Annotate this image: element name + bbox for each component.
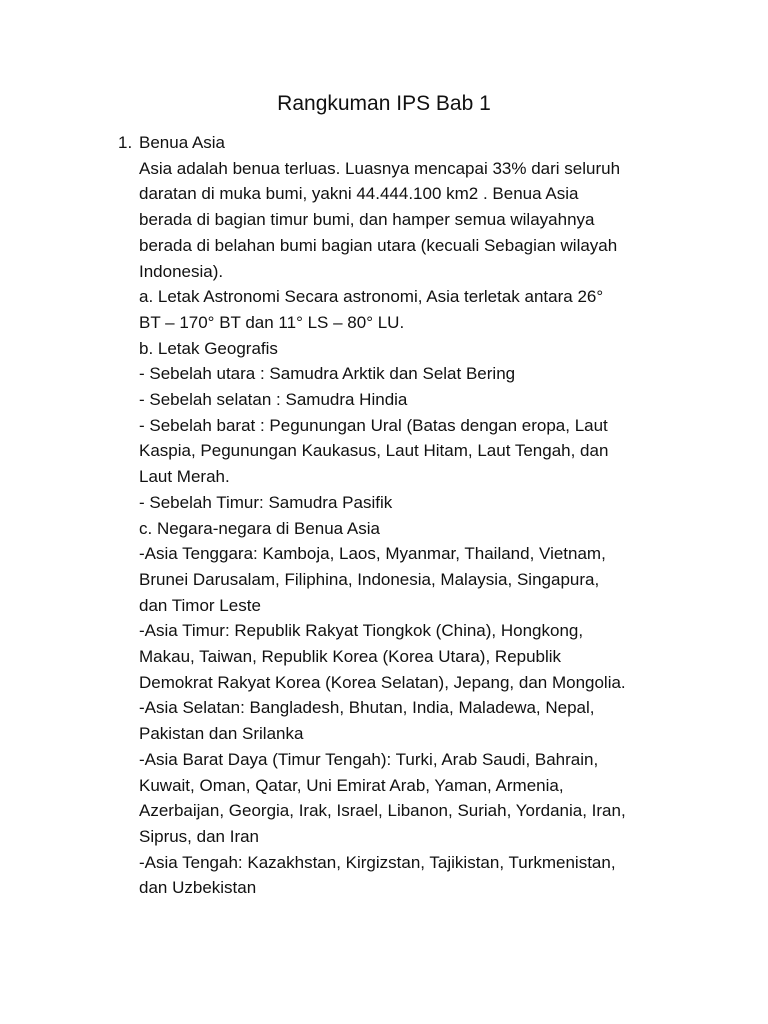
text-line: Indonesia). (139, 261, 224, 281)
text-line: -Asia Timur: Republik Rakyat Tiongkok (China), Hongkong, (139, 621, 584, 641)
text-line: -Asia Tenggara: Kamboja, Laos, Myanmar, Thailand, Vietnam, (139, 544, 606, 564)
text-line: - Sebelah barat : Pegunungan Ural (Batas dengan eropa, Laut (139, 415, 608, 435)
text-line: Demokrat Rakyat Korea (Korea Selatan), Jepang, dan Mongolia. (139, 672, 626, 692)
text-line: dan Timor Leste (139, 595, 261, 615)
text-line: daratan di muka bumi, yakni 44.444.100 km2 . Benua Asia (139, 184, 579, 204)
text-line: - Sebelah Timur: Samudra Pasifik (139, 492, 393, 512)
text-line: Asia adalah benua terluas. Luasnya mencapai 33% dari seluruh (139, 158, 621, 178)
text-line: Siprus, dan Iran (139, 826, 260, 846)
text-line: Laut Merah. (139, 467, 230, 487)
text-line: dan Uzbekistan (139, 878, 257, 898)
text-line: - Sebelah selatan : Samudra Hindia (139, 390, 408, 410)
text-line: c. Negara-negara di Benua Asia (139, 518, 380, 538)
list-item-body (139, 130, 684, 901)
text-line: Kuwait, Oman, Qatar, Uni Emirat Arab, Yaman, Armenia, (139, 775, 564, 795)
text-line: berada di bagian timur bumi, dan hamper semua wilayahnya (139, 210, 595, 230)
text-line: Brunei Darusalam, Filiphina, Indonesia, Malaysia, Singapura, (139, 569, 600, 589)
text-line: a. Letak Astronomi Secara astronomi, Asia terletak antara 26° (139, 287, 604, 307)
text-line: - Sebelah utara : Samudra Arktik dan Selat Bering (139, 364, 516, 384)
text-line: -Asia Selatan: Bangladesh, Bhutan, India, Maladewa, Nepal, (139, 698, 595, 718)
list-item-number: 1. (118, 133, 133, 152)
text-line: Pakistan dan Srilanka (139, 724, 304, 744)
text-line: -Asia Barat Daya (Timur Tengah): Turki, Arab Saudi, Bahrain, (139, 749, 599, 769)
text-line: berada di belahan bumi bagian utara (kecuali Sebagian wilayah (139, 235, 618, 255)
text-line: BT – 170° BT dan 11° LS – 80° LU. (139, 312, 405, 332)
text-line: b. Letak Geografis (139, 338, 278, 358)
page-title: Rangkuman IPS Bab 1 (277, 92, 491, 115)
text-line: Azerbaijan, Georgia, Irak, Israel, Libanon, Suriah, Yordania, Iran, (139, 801, 626, 821)
text-line: -Asia Tengah: Kazakhstan, Kirgizstan, Tajikistan, Turkmenistan, (139, 852, 616, 872)
text-line: Kaspia, Pegunungan Kaukasus, Laut Hitam, Laut Tengah, dan (139, 441, 609, 461)
text-line: Makau, Taiwan, Republik Korea (Korea Utara), Republik (139, 647, 562, 667)
section-heading: Benua Asia (139, 133, 226, 152)
